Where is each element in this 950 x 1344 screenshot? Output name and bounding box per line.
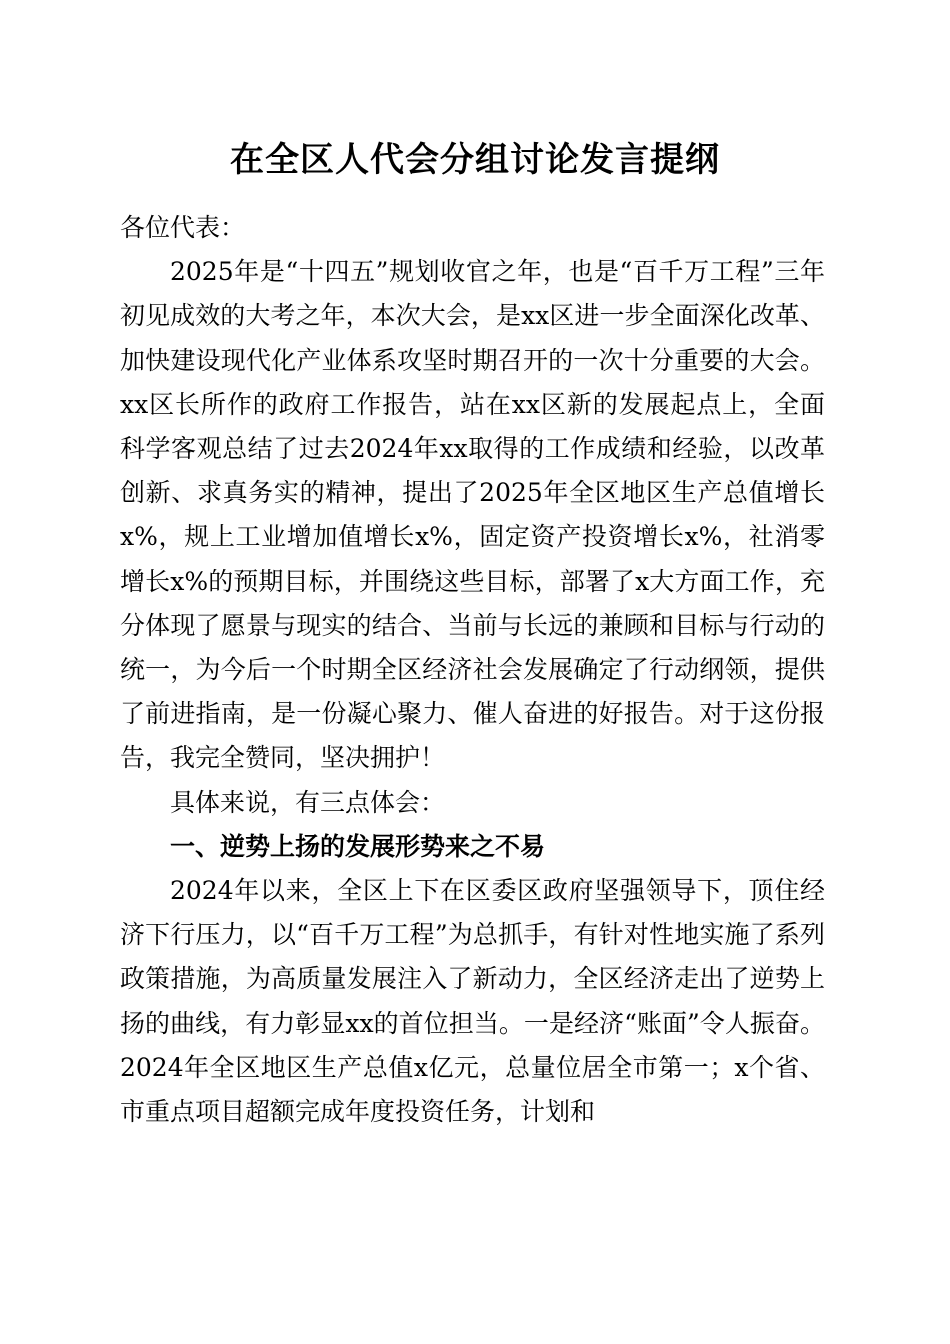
paragraph-2024-review: 2024年以来，全区上下在区委区政府坚强领导下，顶住经济下行压力，以“百千万工程”为总抓手，有针对性地实施了系列政策措施，为高质量发展注入了新动力，全区经济走出了逆势上扬的曲线，有力彰显xx的首位担当。一是经济“账面”令人振奋。2024年全区地区生产总值x亿元，总量位居全市第一；x个省、市重点项目超额完成年度投资任务，计划和 [120, 876, 825, 1127]
document-title: 在全区人代会分组讨论发言提纲 [230, 140, 720, 180]
section-heading-1: 一、逆势上扬的发展形势来之不易 [170, 831, 546, 861]
paragraph-intro: 2025年是“十四五”规划收官之年，也是“百千万工程”三年初见成效的大考之年，本次大会，是xx区进一步全面深化改革、加快建设现代化产业体系攻坚时期召开的一次十分重要的大会。xx区长所作的政府工作报告，站在xx区新的发展起点上，全面科学客观总结了过去2024年xx取得的工作成绩和经验，以改革创新、求真务实的精神，提出了2025年全区地区生产总值增长x%，规上工业增加值增长x%，固定资产投资增长x%，社消零增长x%的预期目标，并围绕这些目标，部署了x大方面工作，充分体现了愿景与现实的结合、当前与长远的兼顾和目标与行动的统一，为今后一个时期全区经济社会发展确定了行动纲领，提供了前进指南，是一份凝心聚力、催人奋进的好报告。对于这份报告，我完全赞同，坚决拥护！ [120, 257, 825, 773]
paragraph-three-points: 具体来说，有三点体会： [170, 787, 446, 817]
salutation: 各位代表： [120, 213, 246, 242]
document-body [120, 206, 825, 1134]
